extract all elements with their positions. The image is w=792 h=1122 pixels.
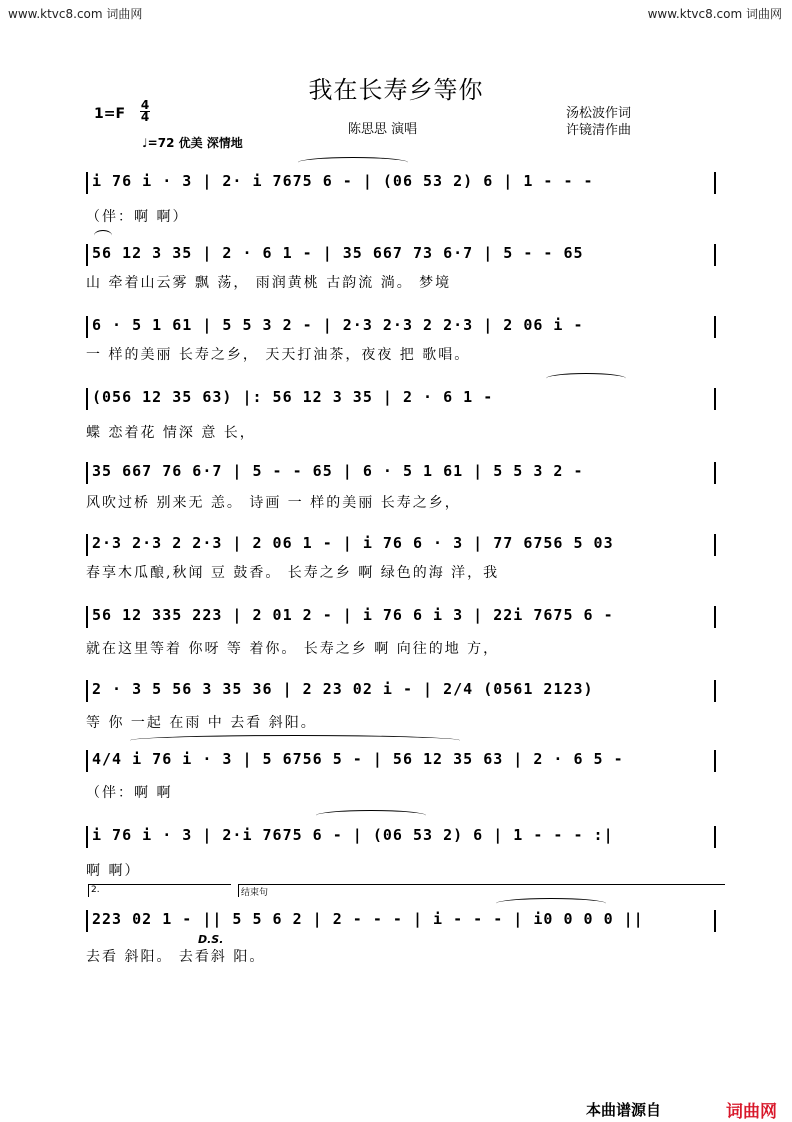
lyrics-row-1: （伴：啊 啊） [86, 209, 189, 225]
notation: 56 12 3 35 | 2 · 6 1 - | 35 667 73 6·7 | 5 - - 65 [92, 244, 584, 262]
score-row-11 [86, 910, 716, 932]
lyrics-row-10: 啊 啊） [86, 863, 141, 879]
ds-marking: D.S. [198, 933, 224, 946]
notation: i 76 i · 3 | 2·i 7675 6 - | (06 53 2) 6 | 1 - - - :| [92, 826, 614, 844]
composer-credit: 许镜清作曲 [566, 123, 632, 138]
score-row-1 [86, 172, 716, 194]
time-signature-bottom: 4 [140, 110, 150, 124]
score-row-6 [86, 534, 716, 556]
notation: 2·3 2·3 2 2·3 | 2 06 1 - | i 76 6 · 3 | 77 6756 5 03 [92, 534, 614, 552]
lyrics-row-6: 春享木瓜酿,秋闻 豆 鼓香。 长寿之乡 啊 绿色的海 洋，我 [86, 565, 500, 581]
site-watermark-right: www.ktvc8.com 词曲网 [647, 7, 782, 21]
score-row-2 [86, 244, 716, 266]
lyrics-row-3: 一 样的美丽 长寿之乡， 天天打油茶，夜夜 把 歌唱。 [86, 347, 471, 363]
lyrics-row-11: 去看 斜阳。 去看斜 阳。 [86, 949, 266, 965]
lyricist-credit: 汤松波作词 [566, 106, 632, 121]
score-row-3 [86, 316, 716, 338]
notation: 56 12 335 223 | 2 01 2 - | i 76 6 i 3 | 22i 7675 6 - [92, 606, 614, 624]
score-row-4 [86, 388, 716, 410]
volta-second-ending: 2. [88, 884, 231, 897]
singer-credit: 陈思思 演唱 [348, 122, 418, 137]
source-label: 本曲谱源自 [586, 1101, 662, 1119]
notation: 35 667 76 6·7 | 5 - - 65 | 6 · 5 1 61 | 5 5 3 2 - [92, 462, 584, 480]
lyrics-row-2: 山 牵着山云雾 飘 荡， 雨润黄桃 古韵流 淌。 梦境 [86, 275, 452, 291]
lyrics-row-4: 蝶 恋着花 情深 意 长， [86, 425, 256, 441]
score-row-7 [86, 606, 716, 628]
slur [546, 373, 626, 384]
notation: 223 02 1 - || 5 5 6 2 | 2 - - - | i - - - | i0 0 0 0 || [92, 910, 644, 928]
time-signature [140, 100, 150, 123]
lyrics-row-7: 就在这里等着 你呀 等 着你。 长寿之乡 啊 向往的地 方， [86, 641, 500, 657]
lyrics-row-5: 风吹过桥 别来无 恙。 诗画 一 样的美丽 长寿之乡， [86, 495, 461, 511]
key-signature: 1=F [94, 106, 126, 122]
lyrics-row-9: （伴：啊 啊 [86, 785, 173, 801]
lyrics-row-8: 等 你 一起 在雨 中 去看 斜阳。 [86, 715, 317, 731]
notation: 4/4 i 76 i · 3 | 5 6756 5 - | 56 12 35 63 | 2 · 6 5 - [92, 750, 624, 768]
tempo-marking: ♩=72 优美 深情地 [142, 136, 243, 150]
coda-ending-bracket: 结束句 [238, 884, 725, 897]
notation: 6 · 5 1 61 | 5 5 3 2 - | 2·3 2·3 2 2·3 | 2 06 i - [92, 316, 584, 334]
slur [316, 810, 426, 821]
time-signature-top: 4 [140, 98, 150, 112]
slur [496, 898, 606, 909]
notation: i 76 i · 3 | 2· i 7675 6 - | (06 53 2) 6 | 1 - - - [92, 172, 594, 190]
slur [130, 735, 460, 746]
notation: (056 12 35 63) |: 56 12 3 35 | 2 · 6 1 - [92, 388, 494, 406]
slur [298, 157, 408, 168]
slur [94, 230, 112, 241]
score-row-5 [86, 462, 716, 484]
score-row-9 [86, 750, 716, 772]
brand-logo: 词曲网 [726, 1102, 777, 1122]
site-watermark-left: www.ktvc8.com 词曲网 [8, 7, 143, 21]
notation: 2 · 3 5 56 3 35 36 | 2 23 02 i - | 2/4 (0561 2123) [92, 680, 594, 698]
song-title: 我在长寿乡等你 [308, 76, 484, 104]
score-row-8 [86, 680, 716, 702]
score-row-10 [86, 826, 716, 848]
